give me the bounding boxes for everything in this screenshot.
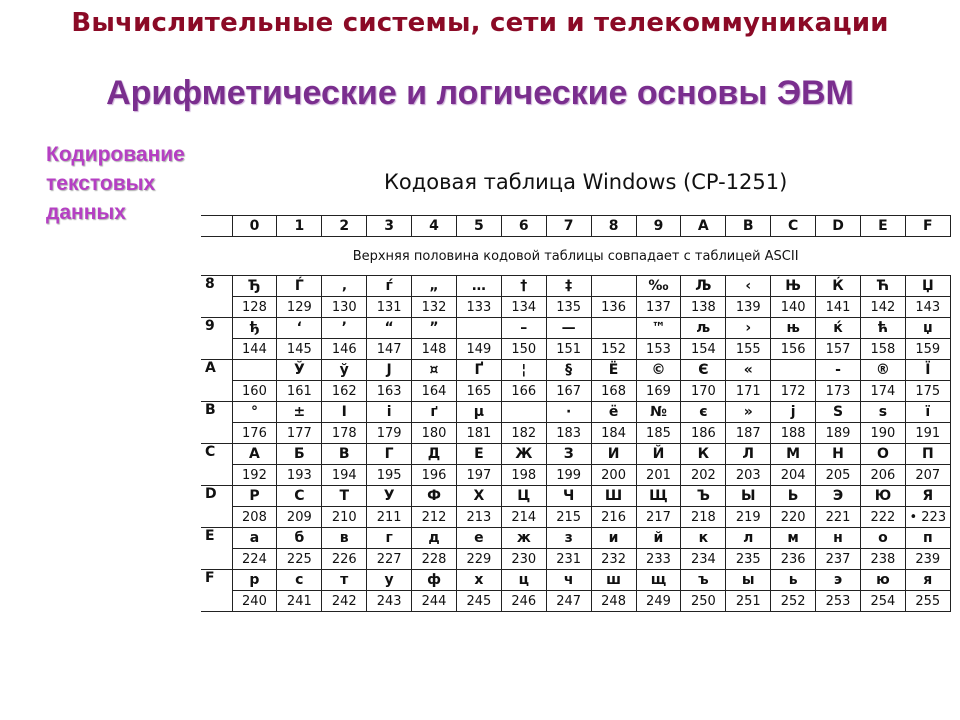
- char-cell: Э: [816, 486, 861, 507]
- code-cell: 207: [905, 465, 950, 486]
- char-cell: ь: [771, 570, 816, 591]
- char-cell: ±: [277, 402, 322, 423]
- char-cell: Б: [277, 444, 322, 465]
- code-cell: 203: [726, 465, 771, 486]
- char-cell: Н: [816, 444, 861, 465]
- char-cell: Ю: [860, 486, 905, 507]
- code-cell: 200: [591, 465, 636, 486]
- code-cell: 234: [681, 549, 726, 570]
- char-cell: о: [860, 528, 905, 549]
- char-cell: Ћ: [860, 276, 905, 297]
- char-cell: т: [322, 570, 367, 591]
- code-cell: 187: [726, 423, 771, 444]
- char-cell: Е: [456, 444, 501, 465]
- code-cell: 238: [860, 549, 905, 570]
- char-cell: Г: [367, 444, 412, 465]
- code-cell: 156: [771, 339, 816, 360]
- char-cell: Ў: [277, 360, 322, 381]
- char-cell: °: [232, 402, 277, 423]
- char-cell: С: [277, 486, 322, 507]
- code-cell: 179: [367, 423, 412, 444]
- code-cell: 160: [232, 381, 277, 402]
- code-cell: 190: [860, 423, 905, 444]
- code-cell: 235: [726, 549, 771, 570]
- char-cell: р: [232, 570, 277, 591]
- code-cell: • 223: [905, 507, 950, 528]
- char-cell: [501, 402, 546, 423]
- char-cell: —: [546, 318, 591, 339]
- code-cell: 182: [501, 423, 546, 444]
- code-cell: 214: [501, 507, 546, 528]
- char-cell: Ж: [501, 444, 546, 465]
- code-cell: 181: [456, 423, 501, 444]
- code-cell: 170: [681, 381, 726, 402]
- code-table: [201, 215, 951, 612]
- section-line: текстовых: [46, 172, 156, 195]
- char-cell: а: [232, 528, 277, 549]
- column-header: 7: [546, 216, 591, 237]
- char-cell: ‰: [636, 276, 681, 297]
- char-cell: [456, 318, 501, 339]
- code-cell: 240: [232, 591, 277, 612]
- code-cell: 244: [412, 591, 457, 612]
- char-cell: х: [456, 570, 501, 591]
- code-cell: 245: [456, 591, 501, 612]
- code-cell: 250: [681, 591, 726, 612]
- code-cell: 129: [277, 297, 322, 318]
- code-cell: 202: [681, 465, 726, 486]
- code-cell: 162: [322, 381, 367, 402]
- char-cell: Ќ: [816, 276, 861, 297]
- char-cell: Ї: [905, 360, 950, 381]
- char-cell: п: [905, 528, 950, 549]
- code-cell: 154: [681, 339, 726, 360]
- char-cell: Х: [456, 486, 501, 507]
- code-cell: 201: [636, 465, 681, 486]
- code-cell: 149: [456, 339, 501, 360]
- code-cell: 196: [412, 465, 457, 486]
- row-header: A: [201, 360, 232, 402]
- code-cell: 220: [771, 507, 816, 528]
- code-cell: 140: [771, 297, 816, 318]
- char-cell: Я: [905, 486, 950, 507]
- code-cell: 199: [546, 465, 591, 486]
- char-cell: К: [681, 444, 726, 465]
- code-cell: 206: [860, 465, 905, 486]
- code-cell: 222: [860, 507, 905, 528]
- code-cell: 152: [591, 339, 636, 360]
- code-cell: 137: [636, 297, 681, 318]
- code-cell: 131: [367, 297, 412, 318]
- char-cell: џ: [905, 318, 950, 339]
- char-cell: ч: [546, 570, 591, 591]
- row-header: 9: [201, 318, 232, 360]
- code-cell: 134: [501, 297, 546, 318]
- code-cell: 130: [322, 297, 367, 318]
- code-cell: 172: [771, 381, 816, 402]
- char-cell: ц: [501, 570, 546, 591]
- code-cell: 197: [456, 465, 501, 486]
- char-cell: У: [367, 486, 412, 507]
- char-cell: ©: [636, 360, 681, 381]
- char-cell: д: [412, 528, 457, 549]
- code-cell: 243: [367, 591, 412, 612]
- code-cell: 159: [905, 339, 950, 360]
- code-cell: 211: [367, 507, 412, 528]
- code-cell: 208: [232, 507, 277, 528]
- code-cell: 176: [232, 423, 277, 444]
- code-cell: 249: [636, 591, 681, 612]
- char-cell: є: [681, 402, 726, 423]
- char-cell: Ђ: [232, 276, 277, 297]
- char-cell: i: [367, 402, 412, 423]
- char-cell: µ: [456, 402, 501, 423]
- column-header: D: [816, 216, 861, 237]
- code-cell: 219: [726, 507, 771, 528]
- char-cell: Ь: [771, 486, 816, 507]
- code-cell: 158: [860, 339, 905, 360]
- course-title: Вычислительные системы, сети и телекоммуникации: [71, 8, 889, 38]
- char-cell: А: [232, 444, 277, 465]
- code-cell: 217: [636, 507, 681, 528]
- code-cell: 237: [816, 549, 861, 570]
- code-cell: 157: [816, 339, 861, 360]
- header-corner: [201, 216, 232, 237]
- char-cell: J: [367, 360, 412, 381]
- char-cell: Џ: [905, 276, 950, 297]
- char-cell: л: [726, 528, 771, 549]
- char-cell: љ: [681, 318, 726, 339]
- code-cell: 193: [277, 465, 322, 486]
- code-cell: 184: [591, 423, 636, 444]
- code-cell: 186: [681, 423, 726, 444]
- char-cell: Л: [726, 444, 771, 465]
- table-title: Кодовая таблица Windows (CP-1251): [384, 170, 788, 194]
- code-cell: 147: [367, 339, 412, 360]
- column-header: 2: [322, 216, 367, 237]
- char-cell: ћ: [860, 318, 905, 339]
- char-cell: «: [726, 360, 771, 381]
- code-cell: 210: [322, 507, 367, 528]
- char-cell: ш: [591, 570, 636, 591]
- char-cell: ґ: [412, 402, 457, 423]
- code-cell: 132: [412, 297, 457, 318]
- char-cell: г: [367, 528, 412, 549]
- char-cell: ж: [501, 528, 546, 549]
- char-cell: №: [636, 402, 681, 423]
- row-header: 8: [201, 276, 232, 318]
- char-cell: ў: [322, 360, 367, 381]
- code-cell: 230: [501, 549, 546, 570]
- row-header: B: [201, 402, 232, 444]
- char-cell: в: [322, 528, 367, 549]
- code-cell: 133: [456, 297, 501, 318]
- char-cell: и: [591, 528, 636, 549]
- code-cell: 236: [771, 549, 816, 570]
- char-cell: [591, 318, 636, 339]
- code-cell: 173: [816, 381, 861, 402]
- code-cell: 148: [412, 339, 457, 360]
- code-cell: 188: [771, 423, 816, 444]
- column-header: 1: [277, 216, 322, 237]
- char-cell: ’: [322, 318, 367, 339]
- char-cell: ™: [636, 318, 681, 339]
- char-cell: ѓ: [367, 276, 412, 297]
- code-cell: 251: [726, 591, 771, 612]
- code-cell: 177: [277, 423, 322, 444]
- code-cell: 195: [367, 465, 412, 486]
- char-cell: Р: [232, 486, 277, 507]
- code-cell: 227: [367, 549, 412, 570]
- char-cell: …: [456, 276, 501, 297]
- code-cell: 216: [591, 507, 636, 528]
- char-cell: О: [860, 444, 905, 465]
- char-cell: ї: [905, 402, 950, 423]
- code-cell: 169: [636, 381, 681, 402]
- char-cell: Ч: [546, 486, 591, 507]
- row-header: C: [201, 444, 232, 486]
- char-cell: Ц: [501, 486, 546, 507]
- code-cell: 139: [726, 297, 771, 318]
- code-cell: 163: [367, 381, 412, 402]
- char-cell: Ы: [726, 486, 771, 507]
- char-cell: Ґ: [456, 360, 501, 381]
- char-cell: е: [456, 528, 501, 549]
- char-cell: В: [322, 444, 367, 465]
- char-cell: П: [905, 444, 950, 465]
- column-header: 5: [456, 216, 501, 237]
- code-cell: 253: [816, 591, 861, 612]
- char-cell: Є: [681, 360, 726, 381]
- code-cell: 231: [546, 549, 591, 570]
- code-cell: 175: [905, 381, 950, 402]
- char-cell: ‹: [726, 276, 771, 297]
- char-cell: –: [501, 318, 546, 339]
- code-cell: 128: [232, 297, 277, 318]
- char-cell: З: [546, 444, 591, 465]
- section-line: данных: [46, 201, 126, 224]
- char-cell: н: [816, 528, 861, 549]
- code-cell: 142: [860, 297, 905, 318]
- char-cell: ¦: [501, 360, 546, 381]
- column-header: C: [771, 216, 816, 237]
- code-cell: 150: [501, 339, 546, 360]
- row-header: F: [201, 570, 232, 612]
- ascii-note: Верхняя половина кодовой таблицы совпадает с таблицей ASCII: [201, 237, 950, 276]
- column-header: E: [860, 216, 905, 237]
- column-header: A: [681, 216, 726, 237]
- code-cell: 171: [726, 381, 771, 402]
- char-cell: ъ: [681, 570, 726, 591]
- char-cell: »: [726, 402, 771, 423]
- char-cell: Ъ: [681, 486, 726, 507]
- code-cell: 191: [905, 423, 950, 444]
- code-cell: 255: [905, 591, 950, 612]
- char-cell: ќ: [816, 318, 861, 339]
- char-cell: њ: [771, 318, 816, 339]
- char-cell: Ѓ: [277, 276, 322, 297]
- code-cell: 252: [771, 591, 816, 612]
- char-cell: б: [277, 528, 322, 549]
- char-cell: [591, 276, 636, 297]
- char-cell: §: [546, 360, 591, 381]
- code-cell: 174: [860, 381, 905, 402]
- row-header: E: [201, 528, 232, 570]
- slide-title: Арифметические и логические основы ЭВМ: [106, 74, 854, 112]
- code-cell: 155: [726, 339, 771, 360]
- column-header: 8: [591, 216, 636, 237]
- char-cell: Ё: [591, 360, 636, 381]
- char-cell: Д: [412, 444, 457, 465]
- code-cell: 144: [232, 339, 277, 360]
- code-cell: 232: [591, 549, 636, 570]
- column-header: 9: [636, 216, 681, 237]
- char-cell: [232, 360, 277, 381]
- char-cell: ф: [412, 570, 457, 591]
- code-cell: 141: [816, 297, 861, 318]
- char-cell: Љ: [681, 276, 726, 297]
- char-cell: ‡: [546, 276, 591, 297]
- char-cell: Щ: [636, 486, 681, 507]
- code-cell: 136: [591, 297, 636, 318]
- code-cell: 233: [636, 549, 681, 570]
- column-header: B: [726, 216, 771, 237]
- code-cell: 215: [546, 507, 591, 528]
- char-cell: я: [905, 570, 950, 591]
- column-header: 6: [501, 216, 546, 237]
- code-cell: 204: [771, 465, 816, 486]
- code-cell: 248: [591, 591, 636, 612]
- code-cell: 146: [322, 339, 367, 360]
- code-cell: 178: [322, 423, 367, 444]
- char-cell: ы: [726, 570, 771, 591]
- char-cell: Ш: [591, 486, 636, 507]
- column-header: 0: [232, 216, 277, 237]
- char-cell: Т: [322, 486, 367, 507]
- char-cell: м: [771, 528, 816, 549]
- code-cell: 143: [905, 297, 950, 318]
- code-cell: 180: [412, 423, 457, 444]
- char-cell: ·: [546, 402, 591, 423]
- char-cell: Ф: [412, 486, 457, 507]
- code-cell: 209: [277, 507, 322, 528]
- column-header: F: [905, 216, 950, 237]
- char-cell: к: [681, 528, 726, 549]
- char-cell: з: [546, 528, 591, 549]
- char-cell: ‘: [277, 318, 322, 339]
- char-cell: ю: [860, 570, 905, 591]
- code-cell: 161: [277, 381, 322, 402]
- code-cell: 164: [412, 381, 457, 402]
- char-cell: [771, 360, 816, 381]
- code-cell: 167: [546, 381, 591, 402]
- code-cell: 198: [501, 465, 546, 486]
- code-cell: 221: [816, 507, 861, 528]
- char-cell: у: [367, 570, 412, 591]
- char-cell: -: [816, 360, 861, 381]
- char-cell: “: [367, 318, 412, 339]
- code-cell: 228: [412, 549, 457, 570]
- code-cell: 168: [591, 381, 636, 402]
- row-header: D: [201, 486, 232, 528]
- code-cell: 242: [322, 591, 367, 612]
- code-cell: 239: [905, 549, 950, 570]
- column-header: 3: [367, 216, 412, 237]
- code-cell: 225: [277, 549, 322, 570]
- char-cell: ђ: [232, 318, 277, 339]
- code-cell: 153: [636, 339, 681, 360]
- code-cell: 138: [681, 297, 726, 318]
- code-cell: 205: [816, 465, 861, 486]
- char-cell: s: [860, 402, 905, 423]
- code-cell: 241: [277, 591, 322, 612]
- code-cell: 183: [546, 423, 591, 444]
- code-cell: 151: [546, 339, 591, 360]
- code-cell: 212: [412, 507, 457, 528]
- code-cell: 185: [636, 423, 681, 444]
- char-cell: ё: [591, 402, 636, 423]
- code-cell: 166: [501, 381, 546, 402]
- code-cell: 213: [456, 507, 501, 528]
- char-cell: „: [412, 276, 457, 297]
- char-cell: й: [636, 528, 681, 549]
- char-cell: ¤: [412, 360, 457, 381]
- code-cell: 135: [546, 297, 591, 318]
- char-cell: Й: [636, 444, 681, 465]
- code-cell: 192: [232, 465, 277, 486]
- char-cell: щ: [636, 570, 681, 591]
- char-cell: S: [816, 402, 861, 423]
- char-cell: Њ: [771, 276, 816, 297]
- column-header: 4: [412, 216, 457, 237]
- code-cell: 218: [681, 507, 726, 528]
- code-cell: 229: [456, 549, 501, 570]
- code-cell: 194: [322, 465, 367, 486]
- char-cell: ”: [412, 318, 457, 339]
- code-cell: 145: [277, 339, 322, 360]
- code-cell: 189: [816, 423, 861, 444]
- char-cell: j: [771, 402, 816, 423]
- section-line: Кодирование: [46, 143, 185, 166]
- char-cell: ‚: [322, 276, 367, 297]
- char-cell: с: [277, 570, 322, 591]
- section-heading: [46, 140, 185, 227]
- code-cell: 165: [456, 381, 501, 402]
- code-cell: 226: [322, 549, 367, 570]
- char-cell: М: [771, 444, 816, 465]
- char-cell: ›: [726, 318, 771, 339]
- char-cell: ®: [860, 360, 905, 381]
- code-cell: 224: [232, 549, 277, 570]
- code-cell: 246: [501, 591, 546, 612]
- char-cell: э: [816, 570, 861, 591]
- char-cell: И: [591, 444, 636, 465]
- code-cell: 247: [546, 591, 591, 612]
- char-cell: †: [501, 276, 546, 297]
- code-cell: 254: [860, 591, 905, 612]
- char-cell: I: [322, 402, 367, 423]
